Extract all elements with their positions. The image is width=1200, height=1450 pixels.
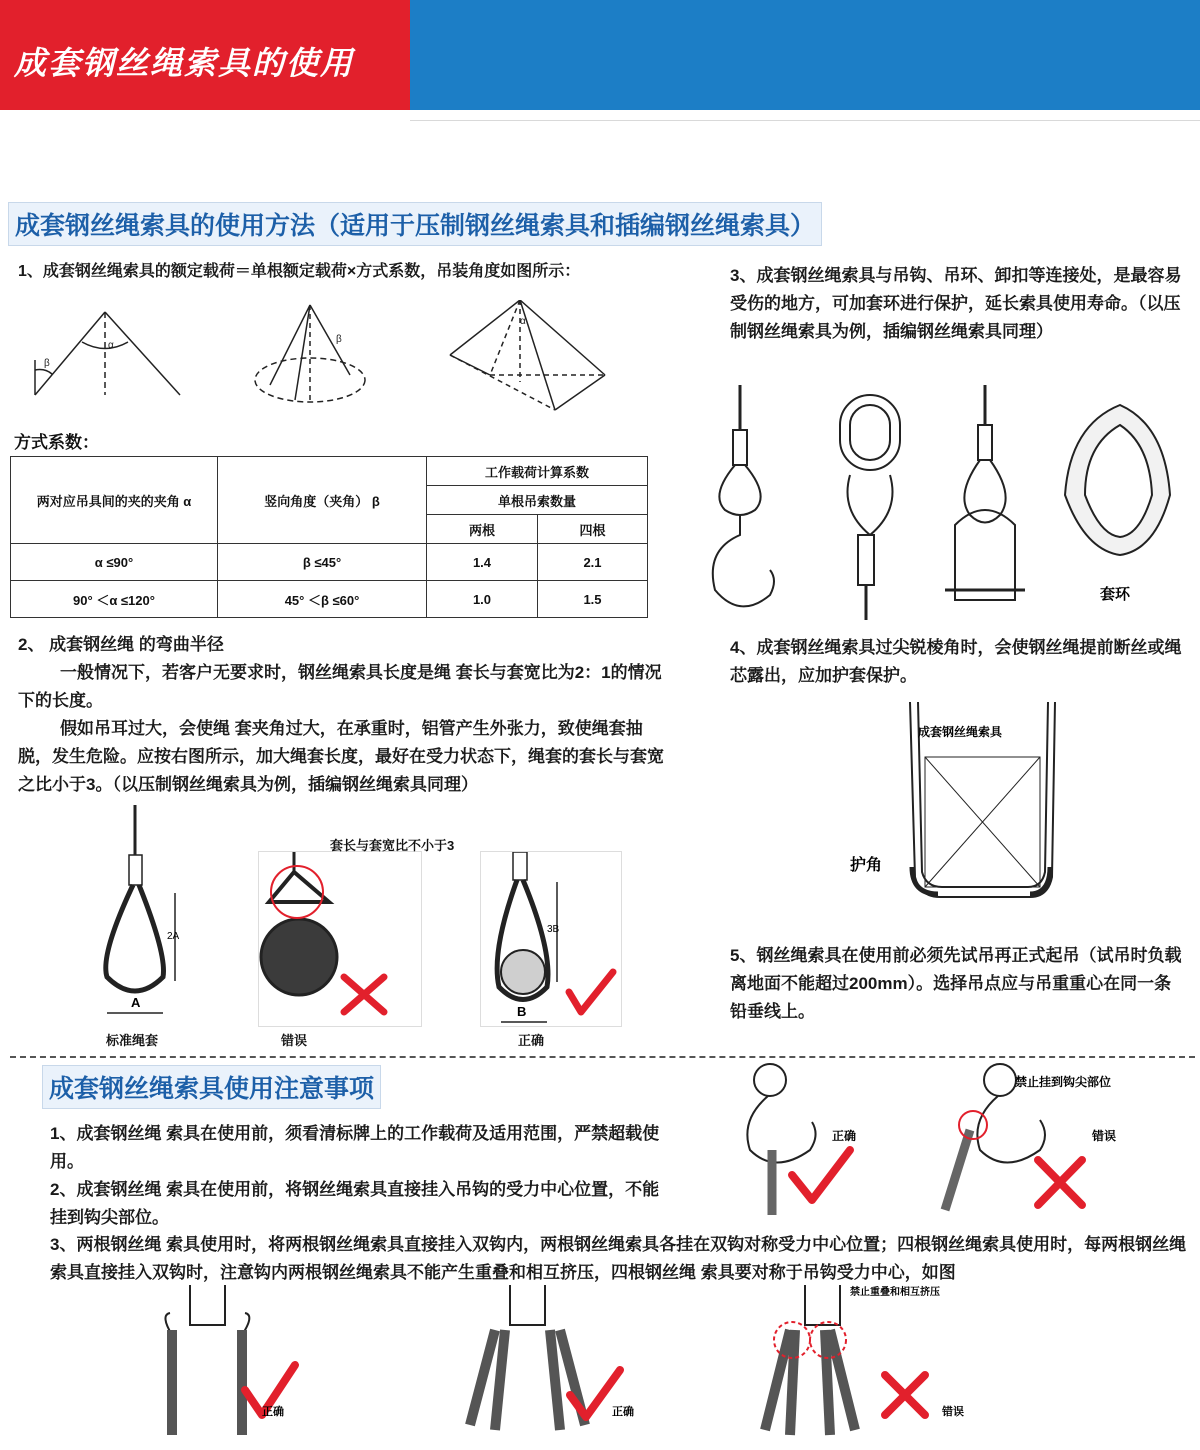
two-leg-angle-diagram [35, 312, 180, 395]
svg-text:β: β [44, 358, 50, 369]
item4-text: 4、成套钢丝绳索具过尖锐棱角时，会使钢丝绳提前断丝或绳芯露出，应加护套保护。 [730, 638, 1182, 685]
item3-text: 3、成套钢丝绳索具与吊钩、吊环、卸扣等连接处，是最容易受伤的地方，可加套环进行保护，延长索具使用寿命。（以压制钢丝绳索具为例，插编钢丝绳索具同理） [730, 266, 1182, 341]
note3-text: 3、两根钢丝绳 索具使用时，将两根钢丝绳索具直接挂入双钩内，两根钢丝绳索具各挂在双钩对称受力中心位置；四根钢丝绳索具使用时，每两根钢丝绳索具直接挂入双钩时，注意钩内两根钢丝绳索具不能产生重叠和相互挤压，四根钢丝绳 索具要对称于吊钩受力中心，如图 [50, 1235, 1187, 1282]
banner-title: 成套钢丝绳索具的使用 [14, 44, 355, 82]
no-tip-label: 禁止挂到钩尖部位 [1015, 1075, 1112, 1089]
dim-a-label: A [131, 995, 141, 1010]
header-banner [0, 0, 1200, 110]
thimble-icon [1065, 405, 1170, 555]
cell-beta: 45° ＜β ≤60° [218, 581, 427, 618]
table-row [11, 544, 648, 581]
standard-eye-caption: 标准绳套 [106, 1033, 159, 1048]
cell-two: 1.4 [427, 544, 538, 581]
wrong-eye-caption: 错误 [281, 1033, 308, 1048]
hook-right-label: 正确 [832, 1129, 857, 1143]
cell-four: 1.5 [538, 581, 648, 618]
section-divider [10, 1056, 1195, 1058]
protector-label: 护角 [850, 857, 883, 874]
note2-text: 2、成套钢丝绳 索具在使用前，将钢丝绳索具直接挂入吊钩的受力中心位置，不能挂到钩尖部位。 [50, 1180, 660, 1227]
double-wrong-label: 错误 [942, 1406, 964, 1418]
rigging-label: 成套钢丝绳索具 [918, 725, 1003, 739]
header-alpha: 两对应吊具间的夹的夹角 α [11, 457, 218, 544]
hook-wrong-label: 错误 [1092, 1129, 1117, 1143]
notes-section-title: 成套钢丝绳索具使用注意事项 [42, 1065, 381, 1109]
cell-beta: β ≤45° [218, 544, 427, 581]
corner-protector-figure [850, 702, 1060, 907]
hook-usage-figure [720, 1060, 1190, 1220]
banner-blue-block [410, 0, 1200, 110]
cell-two: 1.0 [427, 581, 538, 618]
thimble-label: 套环 [1100, 586, 1131, 603]
table-row [11, 581, 648, 618]
cone-angle-diagram [255, 305, 365, 402]
svg-text:α: α [520, 316, 526, 327]
hook-fitting-icon [713, 385, 774, 606]
banner-divider [410, 120, 1200, 121]
shackle-fitting-icon [945, 385, 1025, 600]
note1-text: 1、成套钢丝绳 索具在使用前，须看清标牌上的工作载荷及适用范围，严禁超载使用。 [50, 1124, 660, 1171]
double-right1-label: 正确 [262, 1406, 284, 1418]
header-beta: 竖向角度（夹角） β [218, 457, 427, 544]
no-overlap-label: 禁止重叠和相互挤压 [850, 1287, 940, 1298]
dim-b-label: B [517, 1004, 527, 1019]
item2-title: 2、 成套钢丝绳 的弯曲半径 [18, 635, 224, 654]
coefficient-table [10, 456, 648, 618]
method-section-title: 成套钢丝绳索具的使用方法（适用于压制钢丝绳索具和插编钢丝绳索具） [8, 202, 822, 246]
dim-3b-label: 3B [547, 924, 560, 935]
pyramid-angle-diagram [450, 300, 605, 410]
item2-paragraph-2: 假如吊耳过大，会使绳 套夹角过大，在承重时，铝管产生外张力，致使绳套抽脱，发生危险。应按右图所示，加大绳套长度，最好在受力状态下，绳套的套长与套宽之比小于3。（以压制钢丝绳索具为例，插编钢丝绳索具同理） [18, 719, 664, 794]
wrong-eye-figure [258, 851, 422, 1027]
four-leg-double-hook-icon [470, 1285, 585, 1430]
standard-eye-figure [95, 805, 205, 1027]
dim-2a-label: 2A [167, 931, 180, 942]
wrong-eye-note: 套长与套宽比不小于3 [330, 838, 455, 853]
ring-fitting-icon [840, 395, 900, 620]
cell-alpha: α ≤90° [11, 544, 218, 581]
right-eye-caption: 正确 [518, 1033, 545, 1048]
item1-text: 1、成套钢丝绳索具的额定载荷＝单根额定载荷×方式系数，吊装角度如图所示： [18, 263, 581, 280]
fittings-figure [700, 385, 1190, 625]
coefficient-label: 方式系数： [14, 433, 99, 452]
cell-alpha: 90° ＜α ≤120° [11, 581, 218, 618]
header-sub: 单根吊索数量 [427, 486, 648, 515]
item2-paragraph-1: 一般情况下，若客户无要求时，钢丝绳索具长度是绳 套长与套宽比为2：1的情况下的长度。 [18, 663, 662, 710]
svg-text:α: α [108, 340, 114, 351]
cell-four: 2.1 [538, 544, 648, 581]
right-eye-figure [480, 851, 622, 1027]
two-leg-double-hook-icon [165, 1285, 249, 1435]
double-right2-label: 正确 [612, 1406, 634, 1418]
item5-text: 5、钢丝绳索具在使用前必须先试吊再正式起吊（试吊时负载离地面不能超过200mm）。选择吊点应与吊重重心在同一条铅垂线上。 [730, 946, 1182, 1021]
overlap-double-hook-icon [765, 1285, 855, 1435]
svg-text:β: β [336, 334, 342, 345]
double-hook-usage-figure [150, 1285, 1000, 1445]
lifting-angle-diagrams [20, 300, 640, 415]
header-four: 四根 [538, 515, 648, 544]
header-two: 两根 [427, 515, 538, 544]
header-group: 工作载荷计算系数 [427, 457, 648, 486]
